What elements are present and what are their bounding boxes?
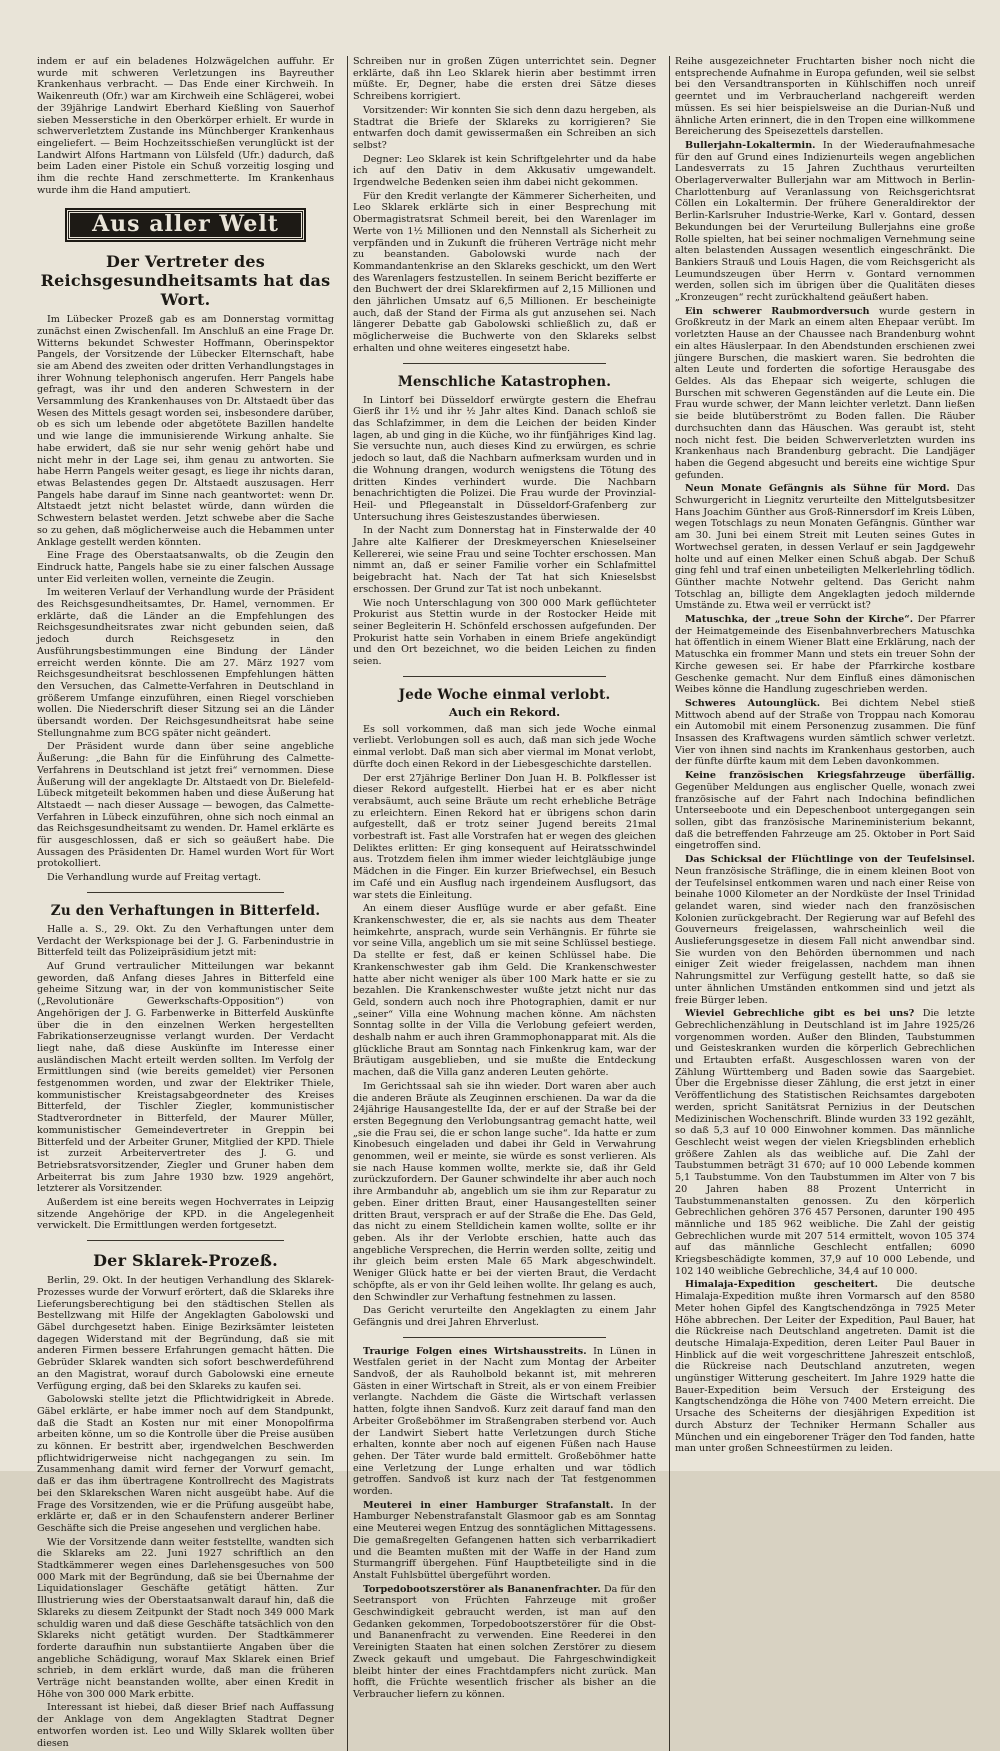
- article-paragraph: Auf Grund vertraulicher Mitteilungen war bekannt geworden, daß Anfang dieses Jahres in Bitterfeld eine geheime Sitzung war, in der von kommunistischer Seite („Revolutionäre Gewerkschafts-Opposition“) von Angehörigen der J. G. Farbenwerke in Bitterfeld Auskünfte über die in den einzelnen Werken hergestellten Fabrikationserzeugnisse verlangt wurden. Der Verdacht liegt nahe, daß diese Auskünfte im Interesse einer ausländischen Macht erteilt werden sollten. Im Verfolg der Ermittlungen sind (wie bereits gemeldet) vier Personen festgenommen worden, und zwar der Elektriker Thiele, kommunistischer Kreistagsabgeordneter des Kreises Bitterfeld, der Tischler Ziegler, kommunistischer Stadtverordneter in Bitterfeld, der Maurer Müller, kommunistischer Gemeindevertreter in Greppin bei Bitterfeld und der Arbeiter Gruner, Mitglied der KPD. Thiele ist zurzeit Arbeitervertreter des J. G. und Betriebsratsvorsitzender, Ziegler und Gruner haben dem Arbeiterrat bis zum Jahre 1930 bzw. 1929 angehört, letzterer als Vorsitzender.: [37, 961, 334, 1195]
- article-paragraph: Für den Kredit verlangte der Kämmerer Sicherheiten, und Leo Sklarek erklärte sich in einer Besprechung mit Obermagistratsrat Schmeil bereit, bei den Warenlager im Werte von 1½ Millionen und den Nennstall als Sicherheit zu verpfänden und in Zukunft die früheren Verträge nicht mehr zu beanstanden. Gabolowski wurde nach der Kommandantenkrise an den Sklareks geschickt, um den Wert des Warenlagers festzustellen. In seinem Bericht bezifferte er den Buchwert der drei Sklarekfirmen auf 2,15 Millionen und den jährlichen Umsatz auf 6,5 Millionen. Er bescheinigte auch, daß der Stand der Firma als gut anzusehen sei. Nach längerer Debatte gab Gabolowski schließlich zu, daß er möglicherweise die Buchwerte von den Sklareks selbst erhalten und ohne weiteres eingesetzt habe.: [353, 190, 656, 354]
- news-item: [675, 140, 975, 304]
- article-paragraph: Im weiteren Verlauf der Verhandlung wurde der Präsident des Reichsgesundheitsamtes, Dr. Hamel, vernommen. Er erklärte, daß die Länder an die Empfehlungen des Reichsgesundheitsrates zwar nicht gebunden seien, daß jedoch durch Reichsgesetz in den Ausführungsbestimmungen eine Bindung der Länder erreicht werden könnte. Die am 27. März 1927 vom Reichsgesundheitsrat beschlossenen Empfehlungen hätten den Versuchen, das Calmette-Verfahren in Deutschland in größerem Umfange einzuführen, einen Riegel vorschieben wollen. Die Niederschrift dieser Sitzung sei an die Länder übersandt worden. Der Reichsgesundheitsrat habe seine Stellungnahme zum BCG später nicht geändert.: [37, 587, 334, 739]
- news-item-title: Das Schicksal der Flüchtlinge von der Teufelsinsel.: [685, 854, 975, 866]
- column-2: [347, 56, 661, 1751]
- article-headline: Zu den Verhaftungen in Bitterfeld.: [50, 902, 321, 919]
- article-paragraph: Im Lübecker Prozeß gab es am Donnerstag vormittag zunächst einen Zwischenfall. Im Anschluß an eine Frage Dr. Witterns bekundet Schwester Hoffmann, Oberinspektor Pangels, der Vorsitzende der Lübecker Elternschaft, habe sie am Abend des zweiten oder dritten Verhandlungstages in ihrer Wohnung telephonisch angerufen. Herr Pangels habe gefragt, was ihr und den anderen Schwestern in der Versammlung des Krankenhauses von Dr. Altstaedt über das Wesen des Mittels gesagt worden sei, insbesondere darüber, ob es sich um lebende oder abgetötete Bazillen handelte und wie lange die immunisierende Wirkung anhalte. Sie habe erwidert, daß sie nur sehr wenig gehört habe und nicht mehr in der Lage sei, ihm genau zu antworten. Sie habe Herrn Pangels weiter gesagt, es liege ihr nichts daran, etwas Belastendes gegen Dr. Altstaedt auszusagen. Herr Pangels habe darauf im Sinne nach geantwortet: wenn Dr. Altstaedt jetzt nicht belastet würde, dann würden die Schwestern belastet werden. Jetzt schwebe aber die Sache so zu gehen, daß möglicherweise auch die Hebammen unter Anklage gestellt werden könnten.: [37, 314, 334, 548]
- article-headline: Der Sklarek-Prozeß.: [93, 1251, 278, 1271]
- news-item-text: Die deutsche Himalaja-Expedition mußte ihren Vormarsch auf den 8580 Meter hohen Gipfel des Kangtschendzönga in 7925 Meter Höhe abbrechen. Der Leiter der Expedition, Paul Bauer, hat die Rückreise nach Deutschland angetreten. Damit ist die deutsche Himalaja-Expedition, deren Leiter Paul Bauer in Hinblick auf die weit vorgeschrittene Jahreszeit entschloß, die Rückreise nach Deutschland anzutreten, wegen ungünstiger Witterung gescheitert. Im Jahre 1929 hatte die Bauer-Expedition beim Versuch der Ersteigung des Kangtschendzönga die Höhe von 7400 Metern erreicht. Die Ursache des Scheiterns der diesjährigen Expedition ist durch Absturz der Techniker Hermann Schaller aus München und ein eingeborener Träger den Tod fanden, hatte man unter großen Schneestürmen zu leiden.: [675, 1279, 975, 1455]
- news-item: [353, 1584, 656, 1701]
- news-item: [675, 483, 975, 612]
- column-3: [669, 56, 980, 1751]
- news-item-text: Bei dichtem Nebel stieß Mittwoch abend auf der Straße von Troppau nach Komorau ein Automobil mit einem Personenzug zusammen. Die fünf Insassen des Kraftwagens wurden sämtlich schwer verletzt. Vier von ihnen sind nachts im Krankenhaus gestorben, auch der fünfte dürfte kaum mit dem Leben davonkommen.: [675, 697, 975, 768]
- article-headline: Jede Woche einmal verlobt.: [398, 686, 611, 703]
- news-item-title: Wieviel Gebrechliche gibt es bei uns?: [685, 1008, 915, 1020]
- news-item: [675, 770, 975, 852]
- news-item: [675, 854, 975, 1006]
- news-item-title: Schweres Autounglück.: [685, 697, 821, 709]
- article-paragraph: Wie der Vorsitzende dann weiter feststellte, wandten sich die Sklareks am 22. Juni 1927 schriftlich an den Stadtkämmerer wegen eines Darlehensgesuches von 500 000 Mark mit der Begründung, daß sie bei Übernahme der Liquidationslager Geschäfte getätigt hätten. Zur Illustrierung wies der Oberstaatsanwalt darauf hin, daß die Sklareks zu diesem Zeitpunkt der Stadt noch 349 000 Mark schuldig waren und daß diese Geschäfte tatsächlich von den Sklareks nicht getätigt wurden. Der Stadtkämmerer forderte daraufhin nun substantiierte Angaben über die angebliche Schädigung, worauf Max Sklarek einen Brief schrieb, in dem erklärt wurde, daß man die früheren Verträge nicht beanstanden wollte, aber einen Kredit in Höhe von 300 000 Mark erbitte.: [37, 1536, 334, 1700]
- article-headline: Menschliche Katastrophen.: [397, 373, 612, 390]
- local-news-paragraph: indem er auf ein beladenes Holzwägelchen auffuhr. Er wurde mit schweren Verletzungen ins Bayreuther Krankenhaus verbracht. — Das Ende einer Kirchweih. In Waikenreuth (Ofr.) war am Kirchweih eine Schlägerei, wobei der 39jährige Landwirt Eberhard Kießling von Sauerhof sieben Messerstiche in den Oberkörper erhielt. Er wurde in schwerverletztem Zustande ins Münchberger Krankenhaus eingeliefert. — Beim Hochzeitsschießen verunglückt ist der Landwirt Alfons Hartmann von Lülsfeld (Ufr.) dadurch, daß beim Laden einer Pistole ein Schuß vorzeitig losging und ihm die rechte Hand zerschmetterte. Im Krankenhaus wurde ihm die Hand amputiert.: [37, 56, 334, 196]
- article-subhead: Auch ein Rekord.: [448, 704, 561, 719]
- news-item-title: Ein schwerer Raubmordversuch: [685, 305, 870, 317]
- news-item: [675, 306, 975, 482]
- article-paragraph: Schreiben nur in großen Zügen unterrichtet sein. Degner erklärte, daß ihn Leo Sklarek hierin aber bestimmt irren müßte. Er, Degner, habe die ersten drei Sätze dieses Schreibens korrigiert.: [353, 56, 656, 103]
- news-item-text: In Lünen in Westfalen geriet in der Nacht zum Montag der Arbeiter Sandvoß, der als Rauholbold bekannt ist, mit mehreren Gästen in einer Wirtschaft in Streit, als er von einem Freibier verlangte. Nachdem die Gäste die Wirtschaft verlassen hatten, folgte ihnen Sandvoß. Kurz zeit darauf fand man den Arbeiter Großeböhmer im Straßengraben sterbend vor. Auch der Landwirt Siebert hatte Verletzungen durch Stiche erhalten, konnte aber noch auf eigenen Füßen nach Hause gehen. Der Täter wurde bald ermittelt. Großeböhmer hatte eine Verletzung der Lunge erhalten und war tödlich getroffen. Sandvoß ist kurz nach der Tat festgenommen worden.: [353, 1345, 656, 1498]
- news-item: [353, 1500, 656, 1582]
- column-1: [32, 56, 339, 1751]
- news-item-title: Traurige Folgen eines Wirtshausstreits.: [363, 1345, 587, 1357]
- news-item-text: wurde gestern in Großkreutz in der Mark an einem alten Ehepaar verübt. Im vorletzten Hause an der Chaussee nach Brandenburg wohnt ein altes Häuslerpaar. In den Abendstunden erschienen zwei jüngere Burschen, die maskiert waren. Sie bedrohten die alten Leute und forderten die sofortige Herausgabe des Geldes. Als das Ehepaar sich weigerte, schlugen die Burschen mit schweren Gegenständen auf die Leute ein. Die Frau wurde schwer, der Mann leichter verletzt. Dann ließen sie beide blutüberströmt zu Boden fallen. Die Räuber durchsuchten dann das Häuschen. Was geraubt ist, steht noch nicht fest. Die beiden Schwerverletzten wurden ins Krankenhaus nach Brandenburg gebracht. Die Landjäger haben die Gegend abgesucht und bereits eine wichtige Spur gefunden.: [675, 305, 975, 481]
- article-paragraph: An einem dieser Ausflüge wurde er aber gefaßt. Eine Krankenschwester, die er, als sie nachts aus dem Theater heimkehrte, ansprach, wurde sein Verhängnis. Er führte sie vor seine Villa, angeblich um sie mit seine Schlüssel bestiege. Da stellte er fest, daß er keinen Schlüssel habe. Die Krankenschwester gab ihm Geld. Die Krankenschwester hatte aber nicht weniger als über 100 Mark hatte er sie zu bezahlen. Die Krankenschwester wußte jetzt nicht nur das Geld, sondern auch noch ihre Photographien, damit er nur „seiner“ Villa eine Wohnung machen könne. Am nächsten Sonntag sollte in der Villa die Verlobung gefeiert werden, deshalb nahm er auch ihren Grammophonapparat mit. Als die glückliche Braut am Sonntag nach Finkenkrug kam, war der Bräutigam ausgeblieben, und sie mußte die Entdeckung machen, daß die Villa ganz anderen Leuten gehörte.: [353, 903, 656, 1079]
- article-paragraph: Wie noch Unterschlagung von 300 000 Mark geflüchteter Prokurist aus Stettin wurde in der Rostocker Heide mit seiner Begleiterin H. Schönfeld erschossen aufgefunden. Der Prokurist hatte sein Vorhaben in einem Briefe angekündigt und den Ort bezeichnet, wo die beiden Leichen zu finden seien.: [353, 597, 656, 668]
- news-item-title: Bullerjahn-Lokaltermin.: [685, 139, 816, 151]
- article-paragraph: Im Gerichtssaal sah sie ihn wieder. Dort waren aber auch die anderen Bräute als Zeuginnen erschienen. Da war da die 24jährige Hausangestellte Ida, der er auf der Straße bei der ersten Begegnung den Verlobungsantrag gemacht hatte, weil „sie die Frau sei, die er schon lange suche“. Ida hatte er zum Kinobesuch eingeladen und dabei ihr Geld in Verwahrung genommen, weil er meinte, sie würde es sonst verlieren. Als sie nach Hause kommen wollte, merkte sie, daß ihr Geld zurückzufordern. Der Gauner schwindelte ihr aber auch noch ihre Armbanduhr ab, angeblich um sie ihm zur Reparatur zu geben. Einer dritten Braut, einer Hausangestellten seiner dritten Braut, versprach er auf der Straße die Ehe. Das Geld, das nicht zu einem Stelldichein kamen wollte, sollte er ihr geben. Als ihr der Verlobte erschien, hatte auch das angebliche Versprechen, die Herrin werden sollte, zeitig und ihr gleich beim ersten Male 65 Mark abgeschwindelt. Weniger Glück hatte er bei der vierten Braut, die Verdacht schöpfte, als er von ihr Geld leihen wollte. Ihr gelang es auch, den Schwindler zur Verhaftung festnehmen zu lassen.: [353, 1080, 656, 1303]
- article-paragraph: Vorsitzender: Wir konnten Sie sich denn dazu hergeben, als Stadtrat die Briefe der Sklareks zu korrigieren? Sie entwarfen doch damit gewissermaßen ein Schreiben an sich selbst?: [353, 104, 656, 151]
- divider: [403, 676, 606, 677]
- news-item-title: Matuschka, der „treue Sohn der Kirche“.: [685, 614, 914, 626]
- article-paragraph: Es soll vorkommen, daß man sich jede Woche einmal verliebt. Verlobungen soll es auch, daß man sich jede Woche einmal verlobt. Daß man sich aber viermal im Monat verlobt, dürfte doch einen Rekord in der Liebesgeschichte darstellen.: [353, 723, 656, 770]
- news-item-text: Neun französische Sträflinge, die in einem kleinen Boot von der Teufelsinsel entkommen waren und nach einer Reise von beinahe 1000 Kilometer an der Nordküste der Insel Trinidad gelandet waren, sind wieder nach den französischen Kolonien zurückgebracht. Der Regierung war auf Befehl des Gouverneurs freigelassen, wahrscheinlich weil die Auslieferungsgesetze in diesem Fall nicht anwendbar sind. Sie wurden von den Behörden übernommen und nach einiger Zeit wieder freigelassen, nachdem man ihnen Nahrungsmittel zur Verfügung gestellt hatte, so daß sie unter ähnlichen Umständen entkommen sind und jetzt als freie Bürger leben.: [675, 865, 975, 1006]
- news-item: [675, 698, 975, 768]
- article-paragraph: In Lintorf bei Düsseldorf erwürgte gestern die Ehefrau Gierß ihr 1½ und ihr ½ Jahr altes Kind. Danach schloß sie das Schlafzimmer, in dem die Leichen der beiden Kinder lagen, ab und ging in die Küche, wo ihr fünfjähriges Kind lag. Sie versuchte nun, auch dieses Kind zu erwürgen, es schrie jedoch so laut, daß die Nachbarn aufmerksam wurden und in die Wohnung drangen, wodurch wenigstens die Tötung des dritten Kindes verhindert wurde. Die Nachbarn benachrichtigten die Polizei. Die Frau wurde der Provinzial-Heil- und Pflegeanstalt in Düsseldorf-Grafenberg zur Untersuchung ihres Geisteszustandes überwiesen.: [353, 394, 656, 523]
- news-item: [675, 1008, 975, 1277]
- article-headline: Der Vertreter des Reichsgesundheitsamts hat das Wort.: [40, 252, 331, 310]
- divider: [403, 1337, 606, 1338]
- divider: [87, 1240, 284, 1241]
- news-item: [675, 1279, 975, 1455]
- news-item-text: Die letzte Gebrechlichenzählung in Deutschland ist im Jahre 1925/26 vorgenommen worden. Außer den Blinden, Taubstummen und Geisteskranken wurden die körperlich Gebrechlichen und Ertaubten erfaßt. Ausgeschlossen waren von der Zählung Württemberg und Baden sowie das Saargebiet. Über die Ergebnisse dieser Zählung, die erst jetzt in einer Veröffentlichung des Statistischen Reichsamtes dargeboten werden, spricht Sanitätsrat Pernizius in der Deutschen Medizinischen Wochenschrift. Blinde wurden 33 192 gezählt, so daß 5,3 auf 10 000 Einwohner kommen. Das männliche Geschlecht weist wegen der vielen Kriegsblinden erheblich größere Zahlen als das weibliche auf. Die Zahl der Taubstummen beträgt 31 670; auf 10 000 Lebende kommen 5,1 Taubstumme. Von den Taubstummen im Alter von 7 bis 20 Jahren haben 88 Prozent Unterricht in Taubstummenanstalten genossen. Zu den körperlich Gebrechlichen gehören 376 457 Personen, darunter 190 495 männliche und 185 962 weibliche. Die Zahl der geistig Gebrechlichen wurde mit 207 514 ermittelt, wovon 105 374 auf das männliche Geschlecht entfallen; 6090 Kriegsbeschädigte kommen, 37,9 auf 10 000 Lebende, und 102 140 weibliche Gebrechliche, 34,4 auf 10 000.: [675, 1008, 975, 1277]
- news-item-text: In der Hamburger Nebenstrafanstalt Glasmoor gab es am Sonntag eine Meuterei wegen Entzug des sonntäglichen Mittagessens. Die gemaßregelten Gefangenen hatten sich verbarrikadiert und die Beamten mußten mit der Waffe in der Hand zum Sturmangriff übergehen. Fünf Hauptbeteiligte sind in die Anstalt Fuhlsbüttel übergeführt worden.: [353, 1499, 656, 1581]
- news-item-text: Das Schwurgericht in Liegnitz verurteilte den Mittelgutsbesitzer Hans Joachim Günther aus Groß-Rinnersdorf im Kreis Lüben, wegen Totschlags zu neun Monaten Gefängnis. Günther war am 30. Juni bei einem Streit mit Leuten seines Gutes in Wortwechsel geraten, in dessen Verlauf er sein Jagdgewehr holte und auf einen Melker einen Schuß abgab. Der Schuß ging fehl und traf einen unbeteiligten Melkerlehrling tödlich. Günther machte Notwehr geltend. Das Gericht nahm Totschlag an, billigte dem Angeklagten jedoch mildernde Umstände zu. Etwa weil er verrückt ist?: [675, 483, 975, 612]
- news-item: [675, 614, 975, 696]
- article-paragraph: Interessant ist hiebei, daß dieser Brief nach Auffassung der Anklage von dem Angeklagten Stadtrat Degner entworfen worden ist. Leo und Willy Sklarek wollten über diesen: [37, 1702, 334, 1749]
- divider: [87, 892, 284, 893]
- section-banner: Aus aller Welt: [67, 210, 304, 240]
- article-paragraph: Der Präsident wurde dann über seine angebliche Äußerung: „die Bahn für die Einführung des Calmette-Verfahrens in Deutschland ist jetzt frei“ vernommen. Diese Äußerung will der angeklagte Dr. Altstaedt von Dr. Bielefeld-Lübeck mitgeteilt bekommen haben und diese Äußerung hat Altstaedt — nach dieser Aussage — bewogen, das Calmette-Verfahren in Lübeck einzuführen, ohne sich noch einmal an das Reichsgesundheitsamt zu wenden. Dr. Hamel erklärte es für ausgeschlossen, daß er sich so geäußert habe. Die Aussagen des Präsidenten Dr. Hamel wurden Wort für Wort protokolliert.: [37, 741, 334, 870]
- article-paragraph: Gabolowski stellte jetzt die Pflichtwidrigkeit in Abrede. Gäbel erklärte, er habe immer noch auf dem Standpunkt, daß die Stadt an Kosten nur mit einer Monopolfirma arbeiten könne, um so die Kontrolle über die Preise ausüben zu können. Er bestritt aber, irgendwelchen Beschwerden pflichtwidrigerweise nicht nachgegangen zu sein. Im Zusammenhang damit wird ferner der Vorwurf gemacht, daß er das ihm übertragene Kontrollrecht des Magistrats bei den Sklarekschen Waren nicht ausgeübt habe. Auf die Frage des Vorsitzenden, wie er die Prüfung ausgeübt habe, erklärte er, daß er in den Schaufenstern anderer Berliner Geschäfte sich die Preise angesehen und verglichen habe.: [37, 1394, 334, 1534]
- article-paragraph: Berlin, 29. Okt. In der heutigen Verhandlung des Sklarek-Prozesses wurde der Vorwurf erörtert, daß die Sklareks ihre Lieferungsberechtigung bei den städtischen Stellen als Bestellzwang mit Hilfe der Angeklagten Gabolowski und Gäbel durchgesetzt haben. Einige Bezirksämter leisteten dagegen Widerstand mit der Begründung, daß sie mit anderen Firmen bessere Erfahrungen gemacht hätten. Die Gebrüder Sklarek wandten sich sofort beschwerdeführend an den Magistrat, worauf durch Gabolowski eine erneute Verfügung erging, daß bei den Sklareks zu kaufen sei.: [37, 1275, 334, 1392]
- news-item-text: In der Wiederaufnahmesache für den auf Grund eines Indizienurteils wegen angeblichen Landesverrats zu 15 Jahren Zuchthaus verurteilten Oberlagerverwalter Bullerjahn war am Mittwoch in Berlin-Charlottenburg auf Veranlassung von Reichsgerichtsrat Cöllen ein Lokaltermin. Der frühere Generaldirektor der Berlin-Karlsruher Industrie-Werke, Karl v. Gontard, dessen Bekundungen bei der Verurteilung Bullerjahns eine große Rolle spielten, hat bei seiner nochmaligen Vernehmung seine alten belastenden Aussagen wesentlich eingeschränkt. Die Bankiers Strauß und Louis Hagen, die vom Reichsgericht als Leumundszeugen über Herrn v. Gontard vernommen werden, sollen sich im übrigen über die Qualitäten dieses „Kronzeugen“ recht zurückhaltend geäußert haben.: [675, 139, 975, 304]
- article-paragraph: Eine Frage des Oberstaatsanwalts, ob die Zeugin den Eindruck hatte, Pangels habe sie zu einer falschen Aussage unter Eid verleiten wollen, verneinte die Zeugin.: [37, 550, 334, 585]
- news-item-title: Himalaja-Expedition gescheitert.: [685, 1279, 878, 1291]
- article-paragraph: Außerdem ist eine bereits wegen Hochverrates in Leipzig sitzende Angehörige der KPD. in die Angelegenheit verwickelt. Die Ermittlungen werden fortgesetzt.: [37, 1197, 334, 1232]
- news-item: [353, 1346, 656, 1498]
- article-paragraph: Das Gericht verurteilte den Angeklagten zu einem Jahr Gefängnis und drei Jahren Ehrverlust.: [353, 1305, 656, 1328]
- news-item-text: Der Pfarrer der Heimatgemeinde des Eisenbahnverbrechers Matuschka hat öffentlich in einem Wiener Blatt eine Erklärung, nach der Matuschka ein frommer Mann und stets ein treuer Sohn der Kirche gewesen sei. Er habe der Pfarrkirche kostbare Geschenke gemacht. Nur dem Einfluß eines dämonischen Weibes könne die Handlung zugeschrieben werden.: [675, 614, 975, 696]
- news-item-text: Da für den Seetransport von Früchten Fahrzeuge mit großer Geschwindigkeit gebraucht werden, ist man auf den Gedanken gekommen, Torpedobootszerstörer für die Obst- und Bananenfracht zu verwenden. Eine Reederei in den Vereinigten Staaten hat einen solchen Zerstörer zu diesem Zweck gekauft und umgebaut. Die Fahrgeschwindigkeit bleibt hinter der eines Frachtdampfers nicht zurück. Man hofft, die Früchte wesentlich frischer als bisher an die Verbraucher liefern zu können.: [353, 1583, 656, 1700]
- news-item-title: Meuterei in einer Hamburger Strafanstalt.: [363, 1499, 614, 1511]
- news-item-title: Torpedobootszerstörer als Bananenfrachter.: [363, 1583, 601, 1595]
- article-paragraph: Die Verhandlung wurde auf Freitag vertagt.: [47, 872, 262, 884]
- article-paragraph: Degner: Leo Sklarek ist kein Schriftgelehrter und da habe ich auf den Dativ in dem Akkusativ umgewandelt. Irgendwelche Bedenken seien ihm dabei nicht gekommen.: [353, 153, 656, 189]
- news-item-title: Keine französischen Kriegsfahrzeuge überfällig.: [685, 770, 975, 782]
- news-item-text: Gegenüber Meldungen aus englischer Quelle, wonach zwei französische auf der Fahrt nach Indochina befindlichen Unterseeboote und ein Depeschenboot untergegangen sein sollen, gibt das französische Marineministerium bekannt, daß die betreffenden Fahrzeuge am 25. Oktober in Port Said eingetroffen sind.: [675, 781, 975, 852]
- article-paragraph: Der erst 27jährige Berliner Don Juan H. B. Polkflesser ist dieser Rekord aufgestellt. Hierbei hat er es aber nicht verabsäumt, auch seine Bräute um recht erhebliche Beträge zu erleichtern. Einen Rekord hat er übrigens schon darin aufgestellt, daß er trotz seiner Jugend bereits 21mal vorbestraft ist. Fast alle Vorstrafen hat er wegen des gleichen Deliktes erlitten: Er ging konsequent auf Heiratsschwindel aus. Trotzdem fielen ihm immer wieder leichtgläubige junge Mädchen in die Finger. Ein kurzer Briefwechsel, ein Besuch im Café und ein Ausflug nach irgendeinem Ausflugsort, das war stets die Einleitung.: [353, 772, 656, 901]
- news-item-title: Neun Monate Gefängnis als Sühne für Mord.: [685, 483, 950, 495]
- article-paragraph: Reihe ausgezeichneter Fruchtarten bisher noch nicht die entsprechende Aufnahme in Europa gefunden, weil sie selbst bei den Versandtransporten in Kühlschiffen noch unreif geerntet und im Verbraucherland nachgereift werden müssen. Es sei hier beispielsweise an die Durian-Nuß und ähnliche Arten erinnert, die in den Tropen eine willkommene Bereicherung des Speisezettels darstellen.: [675, 56, 975, 138]
- article-paragraph: Halle a. S., 29. Okt. Zu den Verhaftungen unter dem Verdacht der Werkspionage bei der J. G. Farbenindustrie in Bitterfeld teilt das Polizeipräsidium jetzt mit:: [37, 923, 334, 959]
- article-paragraph: In der Nacht zum Donnerstag hat in Finsterwalde der 40 Jahre alte Kalfierer der Dreskmeyerschen Knieselseiner Kellererei, wie seine Frau und seine Tochter erschossen. Man nimmt an, daß er seiner Familie vorher ein Schlafmittel beigebracht hat. Nach der Tat hat sich Knieselsbst erschossen. Der Grund zur Tat ist noch unbekannt.: [353, 525, 656, 595]
- divider: [403, 363, 606, 364]
